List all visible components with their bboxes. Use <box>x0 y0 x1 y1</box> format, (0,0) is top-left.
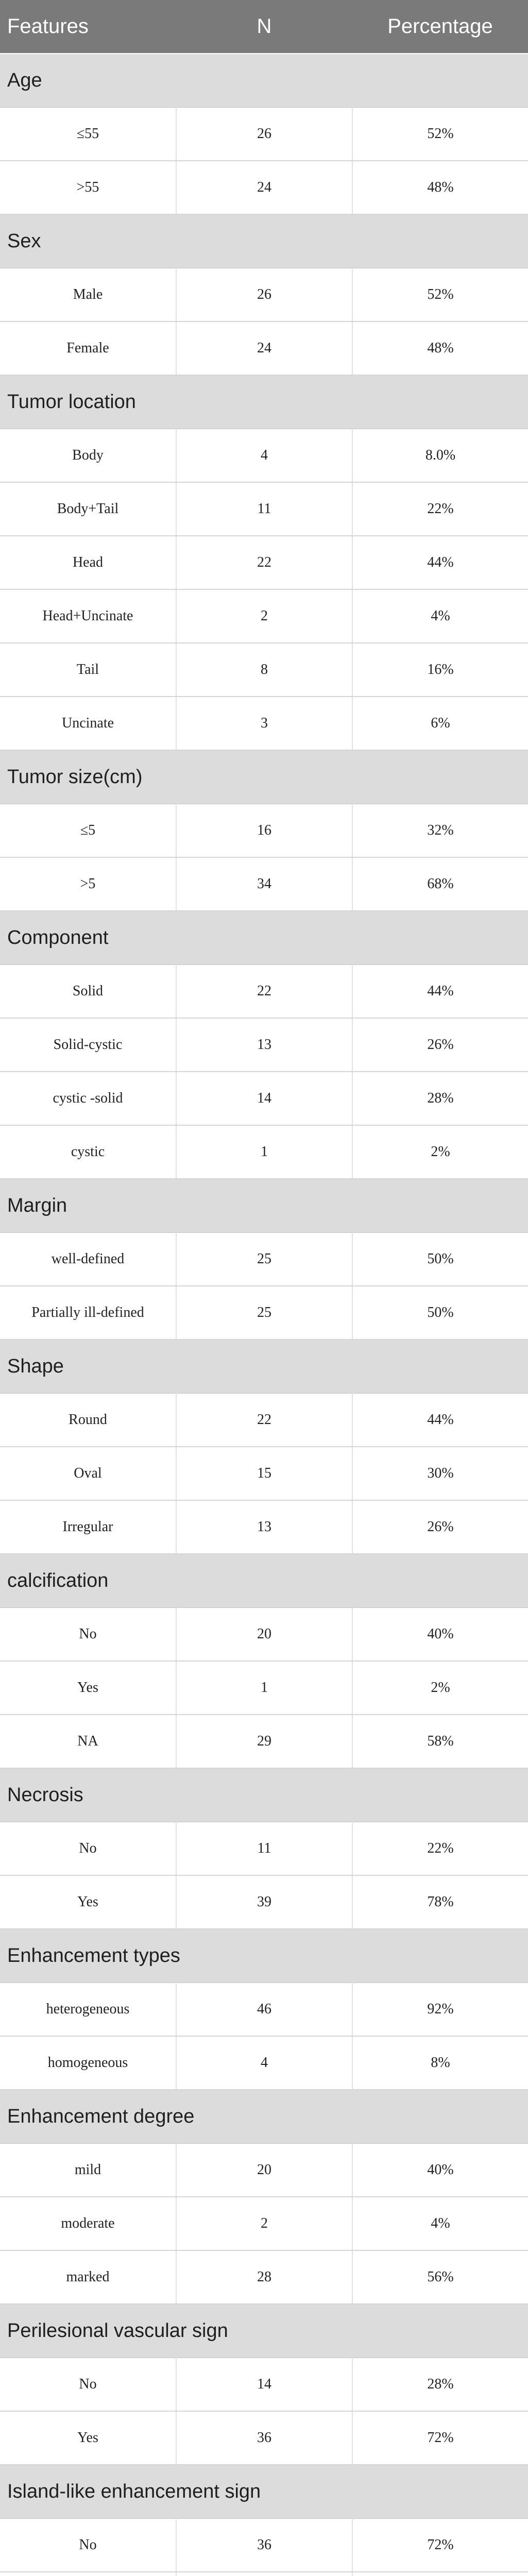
table-row <box>0 1822 528 1875</box>
cell-n: 14 <box>176 1072 352 1125</box>
cell-percentage: 58% <box>352 1715 528 1768</box>
cell-percentage: 2% <box>352 1661 528 1715</box>
cell-label: well-defined <box>0 1232 176 1286</box>
cell-percentage: 32% <box>352 804 528 857</box>
table-row <box>0 1447 528 1500</box>
table-row <box>0 107 528 161</box>
cell-n: 4 <box>176 429 352 482</box>
table-row <box>0 643 528 697</box>
cell-n: 16 <box>176 804 352 857</box>
section-header-row <box>0 750 528 804</box>
cell-percentage: 40% <box>352 1607 528 1661</box>
table-row <box>0 268 528 321</box>
table-row <box>0 1072 528 1125</box>
section-header-row <box>0 1768 528 1822</box>
cell-label: Round <box>0 1393 176 1447</box>
cell-n: 13 <box>176 1018 352 1072</box>
cell-n: 11 <box>176 1822 352 1875</box>
section-header-row <box>0 375 528 429</box>
cell-label: Yes <box>0 2411 176 2465</box>
section-title: Age <box>0 54 528 107</box>
header-row <box>0 0 528 54</box>
cell-n: 1 <box>176 1125 352 1179</box>
section-title: Sex <box>0 214 528 268</box>
header-n: N <box>257 15 272 38</box>
cell-n: 36 <box>176 2411 352 2465</box>
table-row <box>0 1286 528 1340</box>
section-header-row <box>0 1554 528 1607</box>
table-row <box>0 1607 528 1661</box>
section-header-row <box>0 214 528 268</box>
table-row <box>0 536 528 589</box>
cell-label: heterogeneous <box>0 1982 176 2036</box>
section-header-row <box>0 1340 528 1393</box>
cell-n: 2 <box>176 2197 352 2250</box>
cell-n: 15 <box>176 1447 352 1500</box>
cell-percentage: 8% <box>352 2036 528 2090</box>
cell-label: Head <box>0 536 176 589</box>
cell-percentage: 52% <box>352 268 528 321</box>
section-header-row <box>0 54 528 107</box>
table-row <box>0 804 528 857</box>
table-row <box>0 1125 528 1179</box>
cell-percentage: 22% <box>352 1822 528 1875</box>
table-row <box>0 2250 528 2304</box>
cell-label: Solid <box>0 964 176 1018</box>
section-title: Necrosis <box>0 1768 528 1822</box>
cell-label: No <box>0 1607 176 1661</box>
cell-percentage: 68% <box>352 857 528 911</box>
cell-label: moderate <box>0 2197 176 2250</box>
header-features: Features <box>7 15 89 38</box>
cell-percentage: 2% <box>352 1125 528 1179</box>
header-percentage: Percentage <box>387 15 493 38</box>
cell-percentage: 78% <box>352 1875 528 1929</box>
cell-label: Irregular <box>0 1500 176 1554</box>
section-header-row <box>0 911 528 964</box>
cell-n: 22 <box>176 964 352 1018</box>
cell-percentage: 44% <box>352 964 528 1018</box>
table-row <box>0 1875 528 1929</box>
cell-label: >5 <box>0 857 176 911</box>
table-row <box>0 2143 528 2197</box>
section-title: Tumor location <box>0 375 528 429</box>
cell-percentage: 50% <box>352 1286 528 1340</box>
cell-percentage: 40% <box>352 2143 528 2197</box>
cell-n: 8 <box>176 643 352 697</box>
cell-label: Solid-cystic <box>0 1018 176 1072</box>
section-title: Margin <box>0 1179 528 1232</box>
table-row <box>0 2572 528 2576</box>
table-row <box>0 2197 528 2250</box>
section-title: Island-like enhancement sign <box>0 2465 528 2518</box>
cell-n: 2 <box>176 589 352 643</box>
cell-label: Oval <box>0 1447 176 1500</box>
section-header-row <box>0 2465 528 2518</box>
cell-percentage: 28% <box>352 2358 528 2411</box>
table-row <box>0 1232 528 1286</box>
cell-label: Female <box>0 321 176 375</box>
cell-percentage: 72% <box>352 2518 528 2572</box>
cell-label: No <box>0 1822 176 1875</box>
table-row <box>0 1018 528 1072</box>
cell-label: ≤55 <box>0 107 176 161</box>
cell-label: Yes <box>0 1875 176 1929</box>
table-row <box>0 964 528 1018</box>
cell-percentage: 6% <box>352 697 528 750</box>
table-row <box>0 2036 528 2090</box>
cell-percentage: 44% <box>352 536 528 589</box>
cell-n: 24 <box>176 321 352 375</box>
cell-label: cystic -solid <box>0 1072 176 1125</box>
table-row <box>0 482 528 536</box>
cell-label <box>0 2572 176 2576</box>
cell-n: 22 <box>176 536 352 589</box>
cell-n: 11 <box>176 482 352 536</box>
cell-label: Head+Uncinate <box>0 589 176 643</box>
section-title: Enhancement degree <box>0 2090 528 2143</box>
section-title: Shape <box>0 1340 528 1393</box>
cell-label: Yes <box>0 1661 176 1715</box>
cell-percentage: 72% <box>352 2411 528 2465</box>
section-title: Perilesional vascular sign <box>0 2304 528 2358</box>
cell-n: 13 <box>176 1500 352 1554</box>
cell-percentage: 56% <box>352 2250 528 2304</box>
table-row <box>0 857 528 911</box>
cell-percentage: 16% <box>352 643 528 697</box>
cell-percentage: 26% <box>352 1018 528 1072</box>
cell-n: 14 <box>176 2358 352 2411</box>
cell-n: 25 <box>176 1286 352 1340</box>
cell-label: marked <box>0 2250 176 2304</box>
cell-label: Male <box>0 268 176 321</box>
cell-label: Body <box>0 429 176 482</box>
cell-n: 24 <box>176 161 352 214</box>
cell-percentage: 8.0% <box>352 429 528 482</box>
section-title: calcification <box>0 1554 528 1607</box>
table-row <box>0 1661 528 1715</box>
cell-n: 3 <box>176 697 352 750</box>
table-row <box>0 161 528 214</box>
cell-percentage: 30% <box>352 1447 528 1500</box>
cell-percentage: 92% <box>352 1982 528 2036</box>
cell-label: NA <box>0 1715 176 1768</box>
cell-n: 28 <box>176 2250 352 2304</box>
table-row <box>0 1715 528 1768</box>
table-row <box>0 697 528 750</box>
section-title: Enhancement types <box>0 1929 528 1982</box>
cell-percentage: 26% <box>352 1500 528 1554</box>
cell-percentage: 52% <box>352 107 528 161</box>
section-header-row <box>0 1179 528 1232</box>
cell-label: >55 <box>0 161 176 214</box>
table-row <box>0 2358 528 2411</box>
cell-label: Partially ill-defined <box>0 1286 176 1340</box>
section-title: Tumor size(cm) <box>0 750 528 804</box>
cell-label: cystic <box>0 1125 176 1179</box>
cell-n: 4 <box>176 2036 352 2090</box>
cell-label: ≤5 <box>0 804 176 857</box>
cell-label: Uncinate <box>0 697 176 750</box>
cell-label: No <box>0 2518 176 2572</box>
section-header-row <box>0 2304 528 2358</box>
cell-n: 1 <box>176 1661 352 1715</box>
cell-percentage: 50% <box>352 1232 528 1286</box>
cell-label: No <box>0 2358 176 2411</box>
table-row <box>0 2518 528 2572</box>
table-body <box>0 54 528 2576</box>
cell-percentage: 22% <box>352 482 528 536</box>
cell-label: mild <box>0 2143 176 2197</box>
cell-percentage: 28% <box>352 1072 528 1125</box>
cell-n: 20 <box>176 1607 352 1661</box>
cell-n: 20 <box>176 2143 352 2197</box>
cell-percentage: 4% <box>352 589 528 643</box>
cell-label: Tail <box>0 643 176 697</box>
cell-n: 25 <box>176 1232 352 1286</box>
table-row <box>0 1393 528 1447</box>
cell-n: 36 <box>176 2518 352 2572</box>
cell-n: 22 <box>176 1393 352 1447</box>
cell-n: 46 <box>176 1982 352 2036</box>
section-header-row <box>0 1929 528 1982</box>
table-row <box>0 429 528 482</box>
table-row <box>0 1500 528 1554</box>
cell-n <box>176 2572 352 2576</box>
cell-percentage: 48% <box>352 321 528 375</box>
cell-n: 34 <box>176 857 352 911</box>
section-title: Component <box>0 911 528 964</box>
cell-n: 26 <box>176 107 352 161</box>
table-row <box>0 589 528 643</box>
cell-percentage <box>352 2572 528 2576</box>
table-row <box>0 1982 528 2036</box>
section-header-row <box>0 2090 528 2143</box>
cell-percentage: 44% <box>352 1393 528 1447</box>
table-header <box>0 0 528 54</box>
cell-n: 29 <box>176 1715 352 1768</box>
cell-percentage: 48% <box>352 161 528 214</box>
cell-label: homogeneous <box>0 2036 176 2090</box>
cell-n: 39 <box>176 1875 352 1929</box>
cell-percentage: 4% <box>352 2197 528 2250</box>
table-row <box>0 2411 528 2465</box>
table-row <box>0 321 528 375</box>
cell-label: Body+Tail <box>0 482 176 536</box>
cell-n: 26 <box>176 268 352 321</box>
